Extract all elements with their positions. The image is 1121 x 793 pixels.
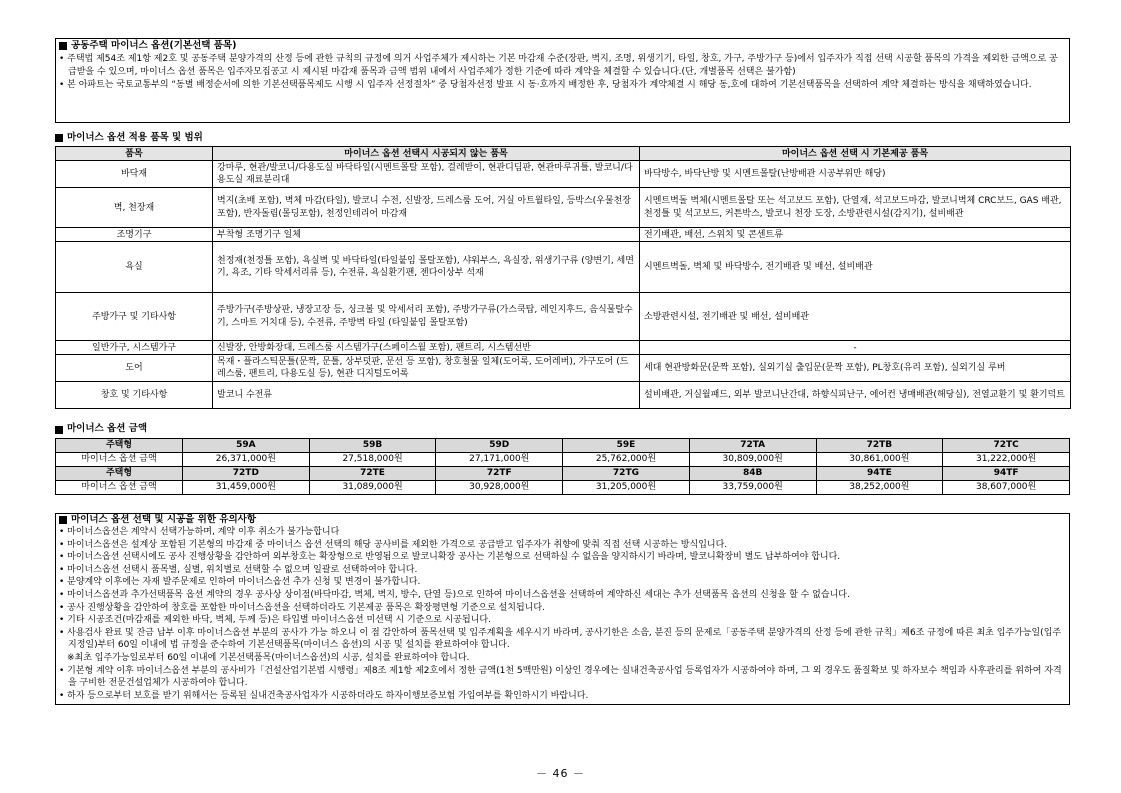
amount-value: 25,762,000원 [563, 452, 690, 466]
document-page [55, 38, 1070, 705]
scope-excluded: 주방가구(주방상판, 냉장고장 등, 싱크볼 및 악세서리 포함), 주방가구류(가스쿡탑, 레인지후드, 음식물탈수기, 스마트 거치대 등), 수전류, 주방벽 타일 (타일붙임 몰탈포함) [213, 293, 640, 341]
amount-value: 31,089,000원 [309, 480, 436, 494]
scope-header: 마이너스 옵션 선택 시 기본제공 품목 [640, 147, 1071, 161]
scope-category: 욕실 [56, 242, 213, 293]
amount-value: 38,607,000원 [943, 480, 1070, 494]
scope-excluded: 신발장, 안방화장대, 드레스룸 시스템가구(스페이스월 포함), 팬트리, 시스템선반 [213, 341, 640, 355]
amount-type: 72TE [309, 466, 436, 480]
amount-value: 38,252,000원 [816, 480, 943, 494]
scope-row [56, 382, 1071, 409]
scope-basic: 설비배관, 거실월패드, 외부 발코니난간대, 하향식피난구, 에어컨 냉매배관(해당실), 전열교환기 및 환기덕트 [640, 382, 1071, 409]
amount-type: 59D [436, 438, 563, 452]
notes-item: • 마이너스옵션과 추가선택품목 옵션 계약의 경우 공사상 상이점(바닥마감, 벽체, 벽지, 방수, 단열 등)으로 인하여 마이너스옵션을 선택하여 계약하신 세대는 추가 선택품목 옵션의 신청을 할 수 없습니다. [59, 590, 850, 600]
scope-row [56, 161, 1071, 188]
scope-basic: 소방관련시설, 전기배관 및 배선, 설비배관 [640, 293, 1071, 341]
notes-item: • 하자 등으로부터 보호를 받기 위해서는 등록된 실내건축공사업자가 시공하더라도 하자이행보증보험 가입여부를 확인하시기 바랍니다. [59, 690, 589, 701]
amount-value: 30,861,000원 [816, 452, 943, 466]
notes-item: • 기타 시공조건(마감재를 제외한 바닥, 벽체, 두께 등)은 타입별 마이너스옵션 미선택 시 기준으로 시공됩니다. [59, 615, 491, 626]
amount-type: 84B [689, 466, 816, 480]
scope-row [56, 355, 1071, 382]
scope-excluded: 목재・플라스틱문틀(문짝, 문틀, 상부덧판, 문선 등 포함), 창호철물 일체(도어록, 도어레버), 가구도어 (드레스룸, 팬트리, 다용도실 등), 현관 디지털도어록 [213, 355, 640, 382]
scope-category: 조명기구 [56, 228, 213, 242]
notes-sub-note: ※최초 입주가능일로부터 60일 이내에 기본선택품목(마이너스옵션)의 시공, 설치를 완료하여야 합니다. [67, 652, 470, 663]
amount-value: 31,459,000원 [183, 480, 310, 494]
amount-type-row [56, 438, 1070, 452]
amount-type: 72TF [436, 466, 563, 480]
amount-type: 72TD [183, 466, 310, 480]
intro-title: 공동주택 마이너스 옵션(기본선택 품목) [59, 40, 1066, 52]
scope-excluded: 벽지(초배 포함), 벽체 마감(타일), 발코니 수전, 신발장, 드레스룸 도어, 거실 아트월타일, 등박스(우물천장 포함), 반자돌림(몰딩포함), 천정인테리어 마감재 [213, 188, 640, 228]
scope-row [56, 293, 1071, 341]
amount-type: 72TA [689, 438, 816, 452]
scope-header: 마이너스 옵션 선택시 시공되지 않는 품목 [213, 147, 640, 161]
notes-item: • 기본형 계약 이후 마이너스옵션 부분의 공사비가「건설산업기본법 시행령」제8조 제1항 제2호에서 정한 금액(1천 5백만원) 이상인 경우에는 실내건축공사업 등록업자가 시공하여야 하며, 그 외 경우도 품질확보 및 하자보수 책임과 사후관리를 위하여 자격을 구비한 전문건설업체가 시공하여야 합니다. [59, 665, 1062, 689]
scope-basic: 시멘트벽돌, 벽체 및 바닥방수, 전기배관 및 배선, 설비배관 [640, 242, 1071, 293]
scope-title: 마이너스 옵션 적용 품목 및 범위 [55, 132, 1070, 144]
page-number: － 46 － [536, 767, 585, 780]
square-bullet-icon [59, 42, 67, 50]
square-bullet-icon [55, 134, 63, 142]
amount-type: 59B [309, 438, 436, 452]
scope-row [56, 188, 1071, 228]
scope-row [56, 228, 1071, 242]
scope-excluded: 강마루, 현관/발코니/다용도실 바닥타일(시멘트몰탈 포함), 걸레받이, 현관디딤판, 현관마루귀틀, 발코니/다용도실 재료분리대 [213, 161, 640, 188]
scope-row [56, 341, 1071, 355]
amount-value: 31,222,000원 [943, 452, 1070, 466]
notes-item: • 사용검사 완료 및 잔금 납부 이후 마이너스옵션 부분의 공사가 가능 하오니 이 점 감안하여 품목선택 및 입주계획을 세우시기 바라며, 공사기한은 소음, 분진 등의 문제로「공동주택 분양가격의 산정 등에 관한 규칙」제6조 규정에 따른 최초 입주가능일(입주지정일)부터 60일 이내에 법 규정을 준수하여 기본선택품목(마이너스 옵션)의 시공 및 설치를 완료하여야 합니다. [59, 627, 1062, 651]
amount-value-row [56, 452, 1070, 466]
notes-item: • 마이너스옵션 선택시에도 공사 진행상황을 감안하여 외부창호는 확장형으로 반영됨으로 발코니확장 공사는 기본형으로 선택하실 수 없음을 양지하시기 바라며, 발코니확장비 별도 납부하여야 합니다. [59, 552, 841, 563]
intro-bullet: • 본 아파트는 국토교통부의 “동별 배정순서에 의한 기본선택품목제도 시행 시 입주자 선정절차” 중 당첨자선정 발표 시 동·호까지 배정한 후, 당첨자가 계약체결 시 해당 동,호에 대하여 기본선택품목을 선택하여 계약 체결하는 방식을 채택하였습니다. [59, 79, 1032, 90]
amount-type: 94TE [816, 466, 943, 480]
amount-label: 마이너스 옵션 금액 [56, 480, 183, 494]
scope-basic: 전기배관, 배선, 스위치 및 콘센트류 [640, 228, 1071, 242]
amount-title: 마이너스 옵션 금액 [55, 423, 1070, 435]
amount-type: 59A [183, 438, 310, 452]
scope-category: 창호 및 기타사항 [56, 382, 213, 409]
scope-basic: 시멘트벽돌 벽체(시멘트몰탈 또는 석고보드 포함), 단열재, 석고보드마감, 발코니벽체 CRC보드, GAS 배관, 천정틀 및 석고보드, 커튼박스, 발코니 천장 도장, 소방관련시설(감지기), 설비배관 [640, 188, 1071, 228]
amount-value: 31,205,000원 [563, 480, 690, 494]
amount-type: 72TC [943, 438, 1070, 452]
scope-table [55, 146, 1071, 409]
amount-value: 27,518,000원 [309, 452, 436, 466]
amount-type: 72TB [816, 438, 943, 452]
amount-type-row [56, 466, 1070, 480]
amount-value: 27,171,000원 [436, 452, 563, 466]
amount-label: 마이너스 옵션 금액 [56, 452, 183, 466]
amount-table [55, 438, 1070, 495]
square-bullet-icon [55, 426, 63, 434]
scope-category: 벽, 천장재 [56, 188, 213, 228]
notes-item: • 마이너스옵션은 계약시 선택가능하며, 계약 이후 취소가 불가능합니다 [59, 527, 340, 538]
amount-value-row [56, 480, 1070, 494]
notes-item: • 분양계약 이후에는 자재 발주문제로 인하여 마이너스옵션 추가 신청 및 변경이 불가합니다. [59, 577, 421, 588]
scope-header-row [56, 147, 1071, 161]
amount-value: 30,809,000원 [689, 452, 816, 466]
notes-item: • 공사 진행상황을 감안하여 창호를 포함한 마이너스옵션을 선택하더라도 기본제공 품목은 확장평면형 기준으로 설치됩니다. [59, 602, 545, 613]
amount-type: 59E [563, 438, 690, 452]
scope-category: 주방가구 및 기타사항 [56, 293, 213, 341]
intro-box [55, 38, 1070, 123]
amount-value: 30,928,000원 [436, 480, 563, 494]
scope-category: 도어 [56, 355, 213, 382]
amount-type: 94TF [943, 466, 1070, 480]
scope-category: 일반가구, 시스템가구 [56, 341, 213, 355]
notes-box [55, 513, 1070, 706]
scope-row [56, 242, 1071, 293]
scope-basic: - [640, 341, 1071, 355]
notes-title: 마이너스 옵션 선택 및 시공을 위한 유의사항 [59, 514, 1066, 526]
amount-value: 33,759,000원 [689, 480, 816, 494]
scope-category: 바닥재 [56, 161, 213, 188]
amount-value: 26,371,000원 [183, 452, 310, 466]
scope-excluded: 부착형 조명기구 일체 [213, 228, 640, 242]
scope-header: 품목 [56, 147, 213, 161]
amount-type-label: 주택형 [56, 466, 183, 480]
square-bullet-icon [59, 516, 67, 524]
scope-excluded: 발코니 수전류 [213, 382, 640, 409]
amount-type-label: 주택형 [56, 438, 183, 452]
scope-basic: 바닥방수, 바닥난방 및 시멘트몰탈(난방배관 시공부위만 해당) [640, 161, 1071, 188]
intro-bullet: • 주택법 제54조 제1항 제2호 및 공동주택 분양가격의 산정 등에 관한 규칙의 규정에 의거 사업주체가 제시하는 기본 마감재 수준(장판, 벽지, 조명, 위생기기, 타일, 창호, 가구, 주방가구 등)에서 입주자가 직접 선택 시공할 품목의 가격을 제외한 금액으로 공급받을 수 있으며, 마이너스 옵션 품목은 입주자모집공고 시 제시된 마감재 품목과 금액 범위 내에서 사업주체가 정한 기준에 따라 계약을 체결할 수 있습니다.(단, 개별품목 선택은 불가함) [59, 54, 1058, 77]
notes-item: • 마이너스옵션 선택시 품목별, 실별, 위치별로 선택할 수 없으며 일괄로 선택하여야 합니다. [59, 564, 418, 575]
scope-excluded: 천정재(천정틀 포함), 욕실벽 및 바닥타일(타일붙임 몰탈포함), 샤워부스, 욕실장, 위생기구류 (양변기, 세면기, 욕조, 기타 악세서리류 등), 수전류, 욕실환기팬, 젠다이상부 석재 [213, 242, 640, 293]
notes-item: • 마이너스옵션은 설계상 포함된 기본형의 마감재 중 마이너스 옵션 선택의 해당 공사비를 제외한 가격으로 공급받고 입주자가 취향에 맞춰 직접 선택 시공하는 방식입니다. [59, 539, 728, 550]
amount-type: 72TG [563, 466, 690, 480]
scope-basic: 세대 현관방화문(문짝 포함), 실외기실 출입문(문짝 포함), PL창호(유리 포함), 실외기실 루버 [640, 355, 1071, 382]
